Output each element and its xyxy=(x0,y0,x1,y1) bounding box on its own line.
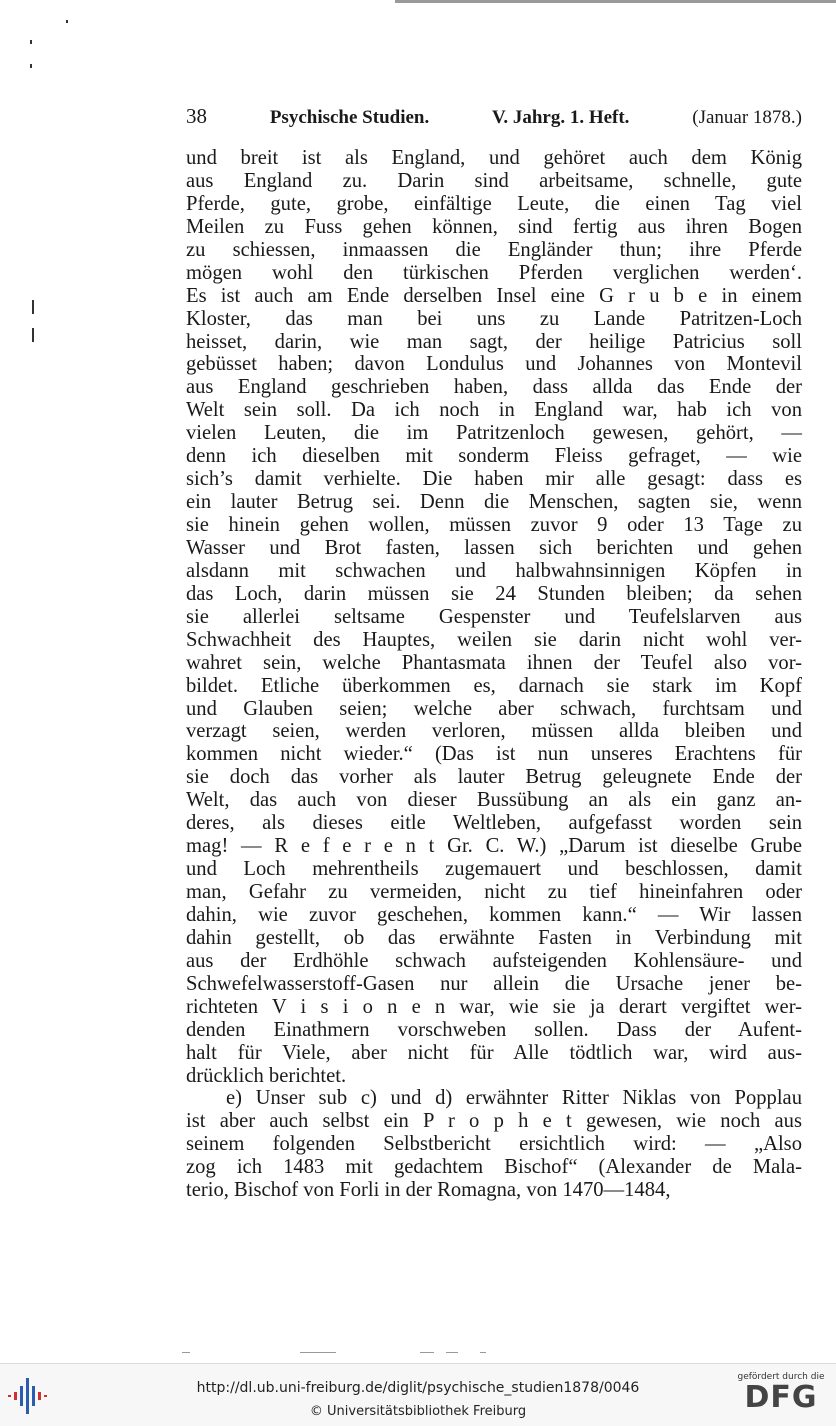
scan-bottom-marks xyxy=(180,1352,500,1354)
page-number: 38 xyxy=(186,104,207,128)
text-line: man, Gefahr zu vermeiden, nicht zu tief hineinfahren oder xyxy=(186,881,802,903)
running-header xyxy=(186,104,802,129)
text-line: aus England zu. Darin sind arbeitsame, schnelle, gute xyxy=(186,169,802,192)
scan-edge-mark xyxy=(32,300,34,314)
text-line: sie doch das vorher als lauter Betrug geleugnete Ende der xyxy=(186,766,802,789)
text-line: ist aber auch selbst ein P r o p h e t gewesen, wie noch aus xyxy=(186,1110,802,1133)
text-line: alsdann mit schwachen und halbwahnsinnigen Köpfen in xyxy=(186,559,802,582)
scan-edge-mark xyxy=(32,328,34,342)
text-line: sich’s damit verhielte. Die haben mir alle gesagt: dass es xyxy=(186,468,802,491)
paragraph xyxy=(186,147,802,1087)
copyright-notice: © Universitätsbibliothek Freiburg xyxy=(309,1404,527,1419)
text-line: wahret sein, welche Phantasmata ihnen der Teufel also vor- xyxy=(186,651,802,674)
text-line: Schwefelwasserstoff-Gasen nur allein die Ursache jener be- xyxy=(186,972,802,995)
text-line: terio, Bischof von Forli in der Romagna, von 1470—1484, xyxy=(186,1179,671,1202)
text-line: drücklich berichtet. xyxy=(186,1064,347,1087)
text-line: Schwachheit des Hauptes, weilen sie darin nicht wohl ver- xyxy=(186,628,802,651)
text-line: vielen Leuten, die im Patritzenloch gewesen, gehört, — xyxy=(186,422,802,445)
dfg-wordmark: DFG xyxy=(744,1380,818,1415)
text-line: zog ich 1483 mit gedachtem Bischof“ (Alexander de Mala- xyxy=(186,1156,802,1179)
text-line: richteten V i s i o n e n war, wie sie ja derart vergiftet wer- xyxy=(186,995,802,1018)
text-line: dahin, wie zuvor geschehen, kommen kann.“ — Wir lassen xyxy=(186,903,802,926)
body-text xyxy=(186,147,802,1202)
text-line: e) Unser sub c) und d) erwähnter Ritter Niklas von Popplau xyxy=(226,1087,802,1110)
text-line: das Loch, darin müssen sie 24 Stunden bleiben; da sehen xyxy=(186,582,802,605)
text-line: ein lauter Betrug sei. Denn die Menschen, sagten sie, wenn xyxy=(186,491,802,514)
journal-title: Psychische Studien. xyxy=(269,107,430,128)
text-line: Meilen zu Fuss gehen können, sind fertig aus ihren Bogen xyxy=(186,215,802,238)
text-line: mag! — R e f e r e n t Gr. C. W.) „Darum ist dieselbe Grube xyxy=(186,835,802,858)
text-line: dahin gestellt, ob das erwähnte Fasten in Verbindung mit xyxy=(186,926,802,949)
text-line: und Loch mehrentheils zugemauert und beschlossen, damit xyxy=(186,858,802,881)
text-line: halt für Viele, aber nicht für Alle tödtlich war, wird aus- xyxy=(186,1041,802,1064)
text-line: Welt, das auch von dieser Bussübung an als ein ganz an- xyxy=(186,789,802,812)
text-line: heisset, darin, wie man sagt, der heilige Patricius soll xyxy=(186,330,802,353)
book-page xyxy=(186,104,802,1202)
paragraph xyxy=(186,1087,802,1202)
text-line: denden Einathmern vorschweben sollen. Dass der Aufent- xyxy=(186,1018,802,1041)
text-line: kommen nicht wieder.“ (Das ist nun unseres Erachtens für xyxy=(186,743,802,766)
issue-date: (Januar 1878.) xyxy=(692,107,802,128)
text-line: sie allerlei seltsame Gespenster und Teufelslarven aus xyxy=(186,605,802,628)
text-line: seinem folgenden Selbstbericht ersichtlich wird: — „Also xyxy=(186,1133,802,1156)
viewer-footer xyxy=(0,1363,836,1426)
text-line: bildet. Etliche überkommen es, darnach sie stark im Kopf xyxy=(186,674,802,697)
text-line: Welt sein soll. Da ich noch in England war, hab ich von xyxy=(186,399,802,422)
text-line: denn ich dieselben mit sonderm Fleiss gefraget, — wie xyxy=(186,445,802,468)
scan-edge-mark xyxy=(66,20,68,23)
text-line: sie hinein gehen wollen, müssen zuvor 9 oder 13 Tage zu xyxy=(186,514,802,536)
scan-edge-mark xyxy=(30,40,32,44)
text-line: Es ist auch am Ende derselben Insel eine G r u b e in einem xyxy=(186,284,802,307)
document-url-link[interactable]: http://dl.ub.uni-freiburg.de/diglit/psychische_studien1878/0046 xyxy=(196,1380,640,1396)
text-line: und breit ist als England, und gehöret auch dem König xyxy=(186,147,802,169)
text-line: Kloster, das man bei uns zu Lande Patritzen-Loch xyxy=(186,307,802,330)
text-line: und Glauben seien; welche aber schwach, furchtsam und xyxy=(186,697,802,720)
text-line: zu schiessen, inmaassen die Engländer thun; ihre Pferde xyxy=(186,238,802,261)
text-line: aus der Erdhöhle schwach aufsteigenden Kohlensäure- und xyxy=(186,949,802,972)
text-line: gebüsset haben; davon Londulus und Johannes von Montevil xyxy=(186,353,802,376)
text-line: mögen wohl den türkischen Pferden verglichen werden‘. xyxy=(186,261,802,284)
text-line: aus England geschrieben haben, dass allda das Ende der xyxy=(186,376,802,399)
volume-info: V. Jahrg. 1. Heft. xyxy=(492,107,630,128)
top-border-line xyxy=(395,0,836,3)
dfg-funding-note: gefördert durch die xyxy=(737,1372,825,1382)
text-line: Wasser und Brot fasten, lassen sich berichten und gehen xyxy=(186,536,802,559)
scan-edge-mark xyxy=(30,64,32,68)
text-line: verzagt seien, werden verloren, müssen allda bleiben und xyxy=(186,720,802,743)
text-line: deres, als dieses eitle Weltleben, aufgefasst worden sein xyxy=(186,812,802,835)
text-line: Pferde, gute, grobe, einfältige Leute, die einen Tag viel xyxy=(186,192,802,215)
dfg-logo xyxy=(736,1372,826,1414)
